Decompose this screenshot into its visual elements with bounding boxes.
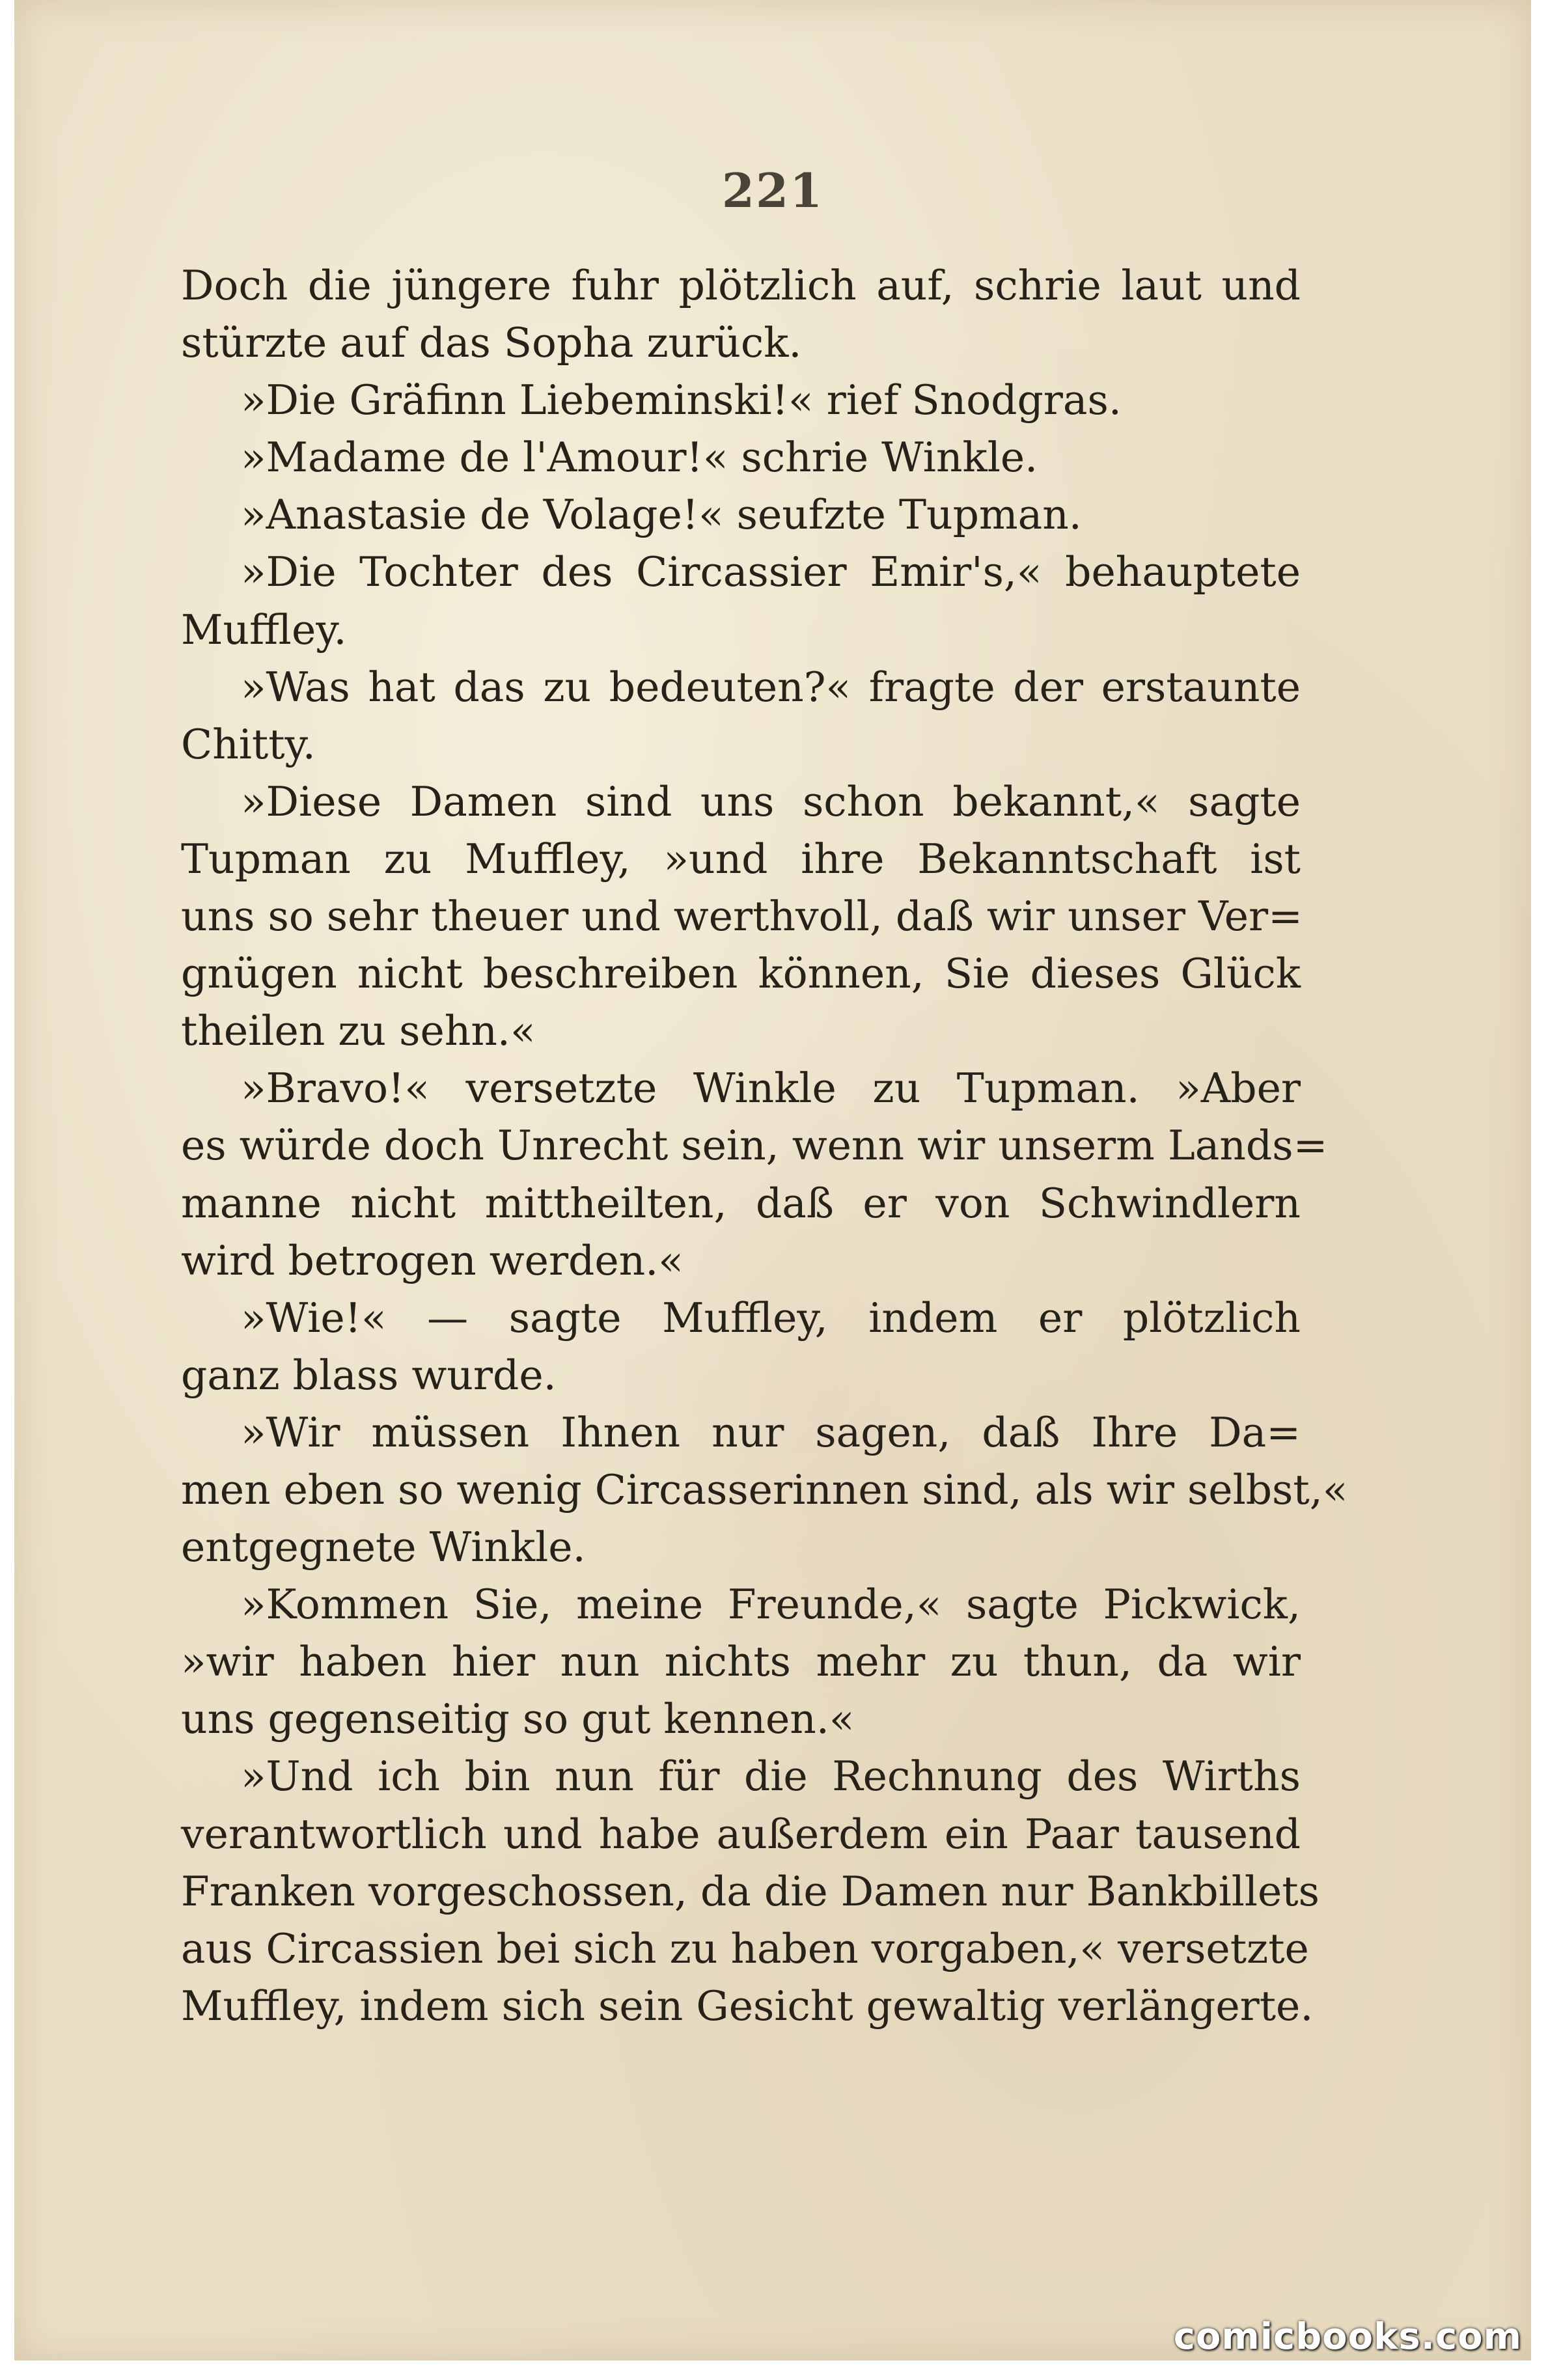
text-line: »Wir müssen Ihnen nur sagen, daß Ihre Da= [241, 1408, 1301, 1456]
text-line: Muffley. [181, 605, 347, 654]
text-line: uns so sehr theuer und werthvoll, daß wir unser Ver= [181, 893, 1303, 941]
text-line: wird betrogen werden.« [181, 1236, 684, 1284]
text-line: theilen zu sehn.« [181, 1007, 536, 1055]
text-line: »wir haben hier nun nichts mehr zu thun, da wir [181, 1638, 1301, 1686]
text-line: »Madame de l'Amour!« schrie Winkle. [241, 434, 1038, 482]
text-line: aus Circassien bei sich zu haben vorgaben,« versetzte [181, 1924, 1309, 1972]
text-line: »Was hat das zu bedeuten?« fragte der erstaunte [241, 663, 1301, 711]
text-line: stürzte auf das Sopha zurück. [181, 319, 802, 367]
text-line: Doch die jüngere fuhr plötzlich auf, schrie laut und [181, 262, 1301, 309]
text-line: verantwortlich und habe außerdem ein Paar tausend [181, 1810, 1301, 1858]
text-line: »Und ich bin nun für die Rechnung des Wirths [241, 1752, 1301, 1801]
text-line: Tupman zu Muffley, »und ihre Bekanntschaft ist [181, 835, 1301, 883]
text-line: es würde doch Unrecht sein, wenn wir unserm Lands= [181, 1122, 1328, 1170]
text-line: Muffley, indem sich sein Gesicht gewaltig verlängerte. [181, 1982, 1314, 2030]
text-line: »Anastasie de Volage!« seufzte Tupman. [241, 491, 1082, 539]
text-line: gnügen nicht beschreiben können, Sie dieses Glück [181, 950, 1301, 998]
text-line: »Diese Damen sind uns schon bekannt,« sagte [241, 777, 1301, 825]
page-number: 221 [721, 163, 824, 218]
text-line: entgegnete Winkle. [181, 1523, 586, 1571]
text-line: »Die Tochter des Circassier Emir's,« behauptete [241, 548, 1301, 596]
text-line: manne nicht mittheilten, daß er von Schwindlern [181, 1179, 1301, 1227]
text-line: »Die Gräfinn Liebeminski!« rief Snodgras. [241, 376, 1122, 424]
text-line: Chitty. [181, 720, 316, 768]
book-page [14, 0, 1531, 2360]
text-line: »Wie!« — sagte Muffley, indem er plötzlich [241, 1294, 1301, 1342]
text-line: »Bravo!« versetzte Winkle zu Tupman. »Aber [241, 1064, 1301, 1113]
text-line: uns gegenseitig so gut kennen.« [181, 1695, 855, 1743]
text-line: »Kommen Sie, meine Freunde,« sagte Pickwick, [241, 1581, 1301, 1629]
text-line: Franken vorgeschossen, da die Damen nur Bankbillets [181, 1867, 1320, 1915]
watermark: comicbooks.com [1173, 2316, 1522, 2358]
text-line: ganz blass wurde. [181, 1351, 557, 1399]
text-line: men eben so wenig Circasserinnen sind, als wir selbst,« [181, 1465, 1348, 1514]
body-text [181, 257, 1348, 2035]
